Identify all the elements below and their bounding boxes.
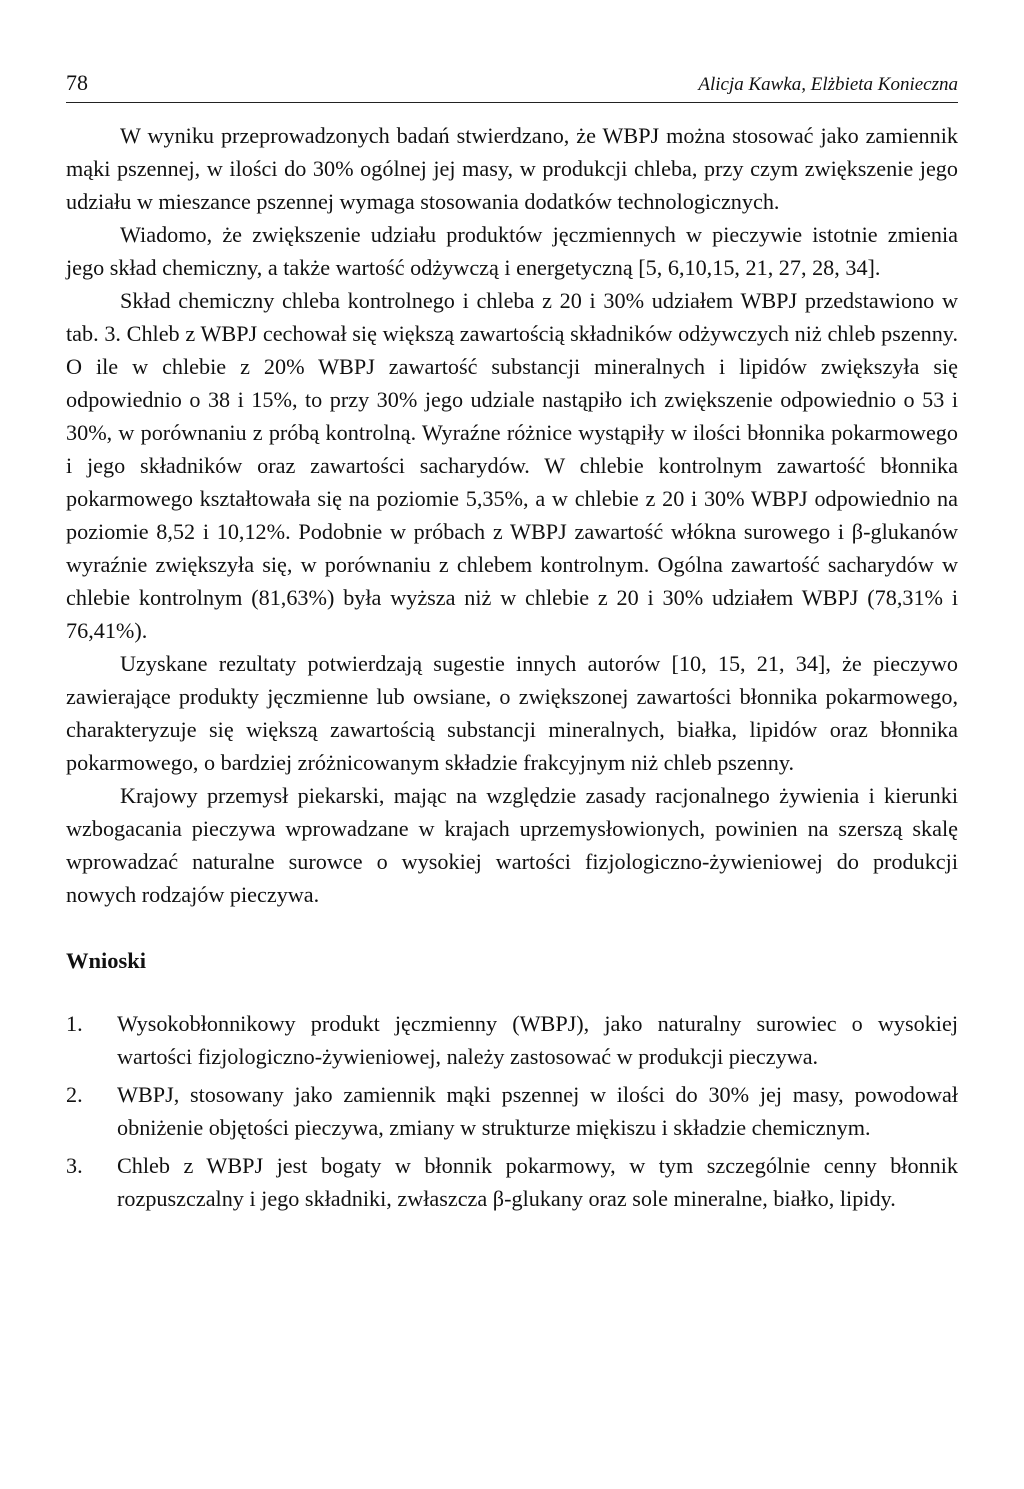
paragraph: W wyniku przeprowadzonych badań stwierdzano, że WBPJ można stosować jako zamiennik mąki pszennej, w ilości do 30% ogólnej jej masy, w produkcji chleba, przy czym zwiększenie jego udziału w mieszance pszennej wymaga stosowania dodatków technologicznych. xyxy=(66,123,958,214)
document-page xyxy=(66,70,958,1220)
list-item-number: 2. xyxy=(66,1082,83,1107)
paragraph: Skład chemiczny chleba kontrolnego i chleba z 20 i 30% udziałem WBPJ przedstawiono w tab. 3. Chleb z WBPJ cechował się większą zawartością składników odżywczych niż chleb pszenny. O ile w chlebie z 20% WBPJ zawartość substancji mineralnych i lipidów zwiększyła się odpowiednio o 38 i 15%, to przy 30% jego udziale nastąpiło ich zwiększenie odpowiednio o 53 i 30%, w porównaniu z próbą kontrolną. Wyraźne różnice wystąpiły w ilości błonnika pokarmowego i jego składników oraz zawartości sacharydów. W chlebie kontrolnym zawartość błonnika pokarmowego kształtowała się na poziomie 5,35%, a w chlebie z 20 i 30% WBPJ odpowiednio na poziomie 8,52 i 10,12%. Podobnie w próbach z WBPJ zawartość włókna surowego i β-glukanów wyraźnie zwiększyła się, w porównaniu z chlebem kontrolnym. Ogólna zawartość sacharydów w chlebie kontrolnym (81,63%) była wyższa niż w chlebie z 20 i 30% udziałem WBPJ (78,31% i 76,41%). xyxy=(66,288,958,643)
list-item-text: Wysokobłonnikowy produkt jęczmienny (WBPJ), jako naturalny surowiec o wysokiej wartości fizjologiczno-żywieniowej, należy zastosować w produkcji pieczywa. xyxy=(117,1011,958,1069)
paragraph: Krajowy przemysł piekarski, mając na względzie zasady racjonalnego żywienia i kierunki wzbogacania pieczywa wprowadzane w krajach uprzemysłowionych, powinien na szerszą skalę wprowadzać naturalne surowce o wysokiej wartości fizjologiczno-żywieniowej do produkcji nowych rodzajów pieczywa. xyxy=(66,783,958,907)
body-text xyxy=(66,119,958,911)
running-header xyxy=(66,70,958,103)
list-item-number: 1. xyxy=(66,1011,83,1036)
running-header-authors: Alicja Kawka, Elżbieta Konieczna xyxy=(698,74,958,95)
page-number: 78 xyxy=(66,70,88,95)
list-item xyxy=(66,1078,958,1144)
paragraph: Uzyskane rezultaty potwierdzają sugestie innych autorów [10, 15, 21, 34], że pieczywo zawierające produkty jęczmienne lub owsiane, o zwiększonej zawartości błonnika pokarmowego, charakteryzuje się większą zawartością substancji mineralnych, białka, lipidów oraz błonnika pokarmowego, o bardziej zróżnicowanym składzie frakcyjnym niż chleb pszenny. xyxy=(66,651,958,775)
conclusions-list xyxy=(66,1007,958,1215)
list-item-text: WBPJ, stosowany jako zamiennik mąki pszennej w ilości do 30% jej masy, powodował obniżenie objętości pieczywa, zmiany w strukturze miękiszu i składzie chemicznym. xyxy=(117,1082,958,1140)
paragraph: Wiadomo, że zwiększenie udziału produktów jęczmiennych w pieczywie istotnie zmienia jego skład chemiczny, a także wartość odżywczą i energetyczną [5, 6,10,15, 21, 27, 28, 34]. xyxy=(66,222,958,280)
section-heading: Wnioski xyxy=(66,948,147,973)
list-item xyxy=(66,1007,958,1073)
list-item-number: 3. xyxy=(66,1153,83,1178)
list-item-text: Chleb z WBPJ jest bogaty w błonnik pokarmowy, w tym szczególnie cenny błonnik rozpuszczalny i jego składniki, zwłaszcza β-glukany oraz sole mineralne, białko, lipidy. xyxy=(117,1153,958,1211)
list-item xyxy=(66,1149,958,1215)
